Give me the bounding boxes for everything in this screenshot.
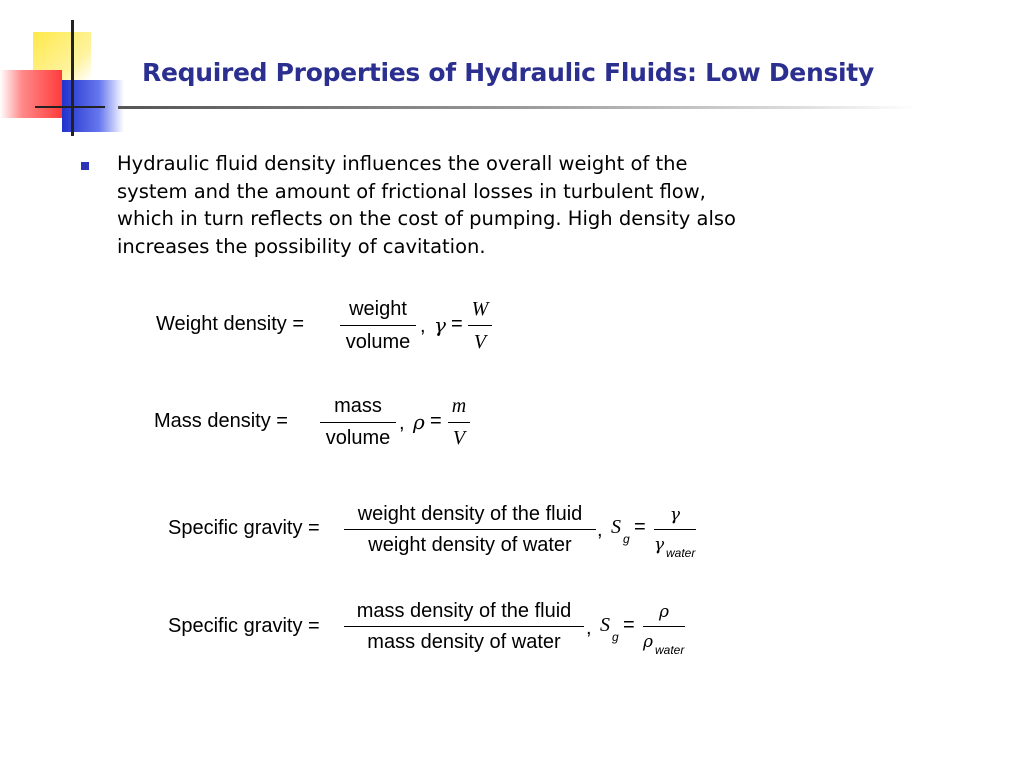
symbol-denominator-subscript: water	[655, 643, 685, 657]
equation-label: Mass density =	[154, 410, 288, 432]
equals-sign: =	[634, 516, 646, 538]
equation-label: Specific gravity =	[168, 615, 320, 637]
rho-symbol: ρ	[413, 410, 425, 434]
symbol-numerator: W	[471, 298, 489, 320]
symbol-fraction-bar	[448, 422, 470, 423]
gamma-symbol: γ	[434, 313, 446, 337]
sg-subscript: g	[623, 532, 630, 546]
fraction-numerator: weight density of the fluid	[357, 503, 583, 525]
symbol-denominator: V	[473, 331, 487, 353]
sg-symbol: S	[600, 614, 610, 636]
fraction-numerator: mass	[334, 395, 382, 417]
symbol-fraction-bar	[468, 325, 492, 326]
slide-title: Required Properties of Hydraulic Fluids: Low Density	[142, 58, 874, 87]
vertical-rule	[71, 20, 74, 136]
fraction-numerator: mass density of the fluid	[356, 600, 572, 622]
symbol-fraction-bar	[643, 626, 685, 627]
separator-comma: ,	[420, 315, 426, 337]
fraction-denominator: volume	[325, 427, 391, 449]
symbol-denominator-subscript: water	[666, 546, 696, 560]
symbol-denominator: γ	[654, 535, 665, 555]
separator-comma: ,	[399, 412, 405, 434]
horizontal-rule-short	[35, 106, 105, 108]
symbol-denominator: V	[452, 427, 466, 449]
bullet-paragraph: Hydraulic fluid density influences the overall weight of the system and the amount of frictional losses in turbulent flow, which in turn reflects on the cost of pumping. High density also increases the possibility of cavitation.	[117, 152, 736, 258]
separator-comma: ,	[586, 617, 592, 639]
equals-sign: =	[430, 410, 442, 432]
red-square-shape	[0, 70, 62, 118]
sg-subscript: g	[612, 630, 619, 644]
fraction-denominator: volume	[345, 331, 411, 353]
equation-label: Weight density =	[156, 313, 305, 335]
fraction-denominator: mass density of water	[367, 631, 561, 653]
symbol-numerator: ρ	[659, 602, 669, 622]
fraction-denominator: weight density of water	[368, 534, 572, 556]
equals-sign: =	[623, 614, 635, 636]
symbol-numerator: γ	[669, 505, 681, 525]
symbol-numerator: m	[451, 395, 467, 417]
title-underline	[118, 106, 918, 109]
symbol-denominator: ρ	[643, 632, 653, 652]
bullet-square-icon	[81, 162, 89, 170]
corner-decoration	[0, 0, 140, 140]
equals-sign: =	[451, 313, 463, 335]
fraction-bar	[320, 422, 396, 423]
fraction-numerator: weight	[349, 298, 407, 320]
separator-comma: ,	[597, 519, 603, 541]
fraction-bar	[340, 325, 416, 326]
equation-label: Specific gravity =	[168, 517, 320, 539]
fraction-bar	[344, 626, 584, 627]
symbol-fraction-bar	[654, 529, 696, 530]
fraction-bar	[344, 529, 596, 530]
sg-symbol: S	[611, 516, 621, 538]
